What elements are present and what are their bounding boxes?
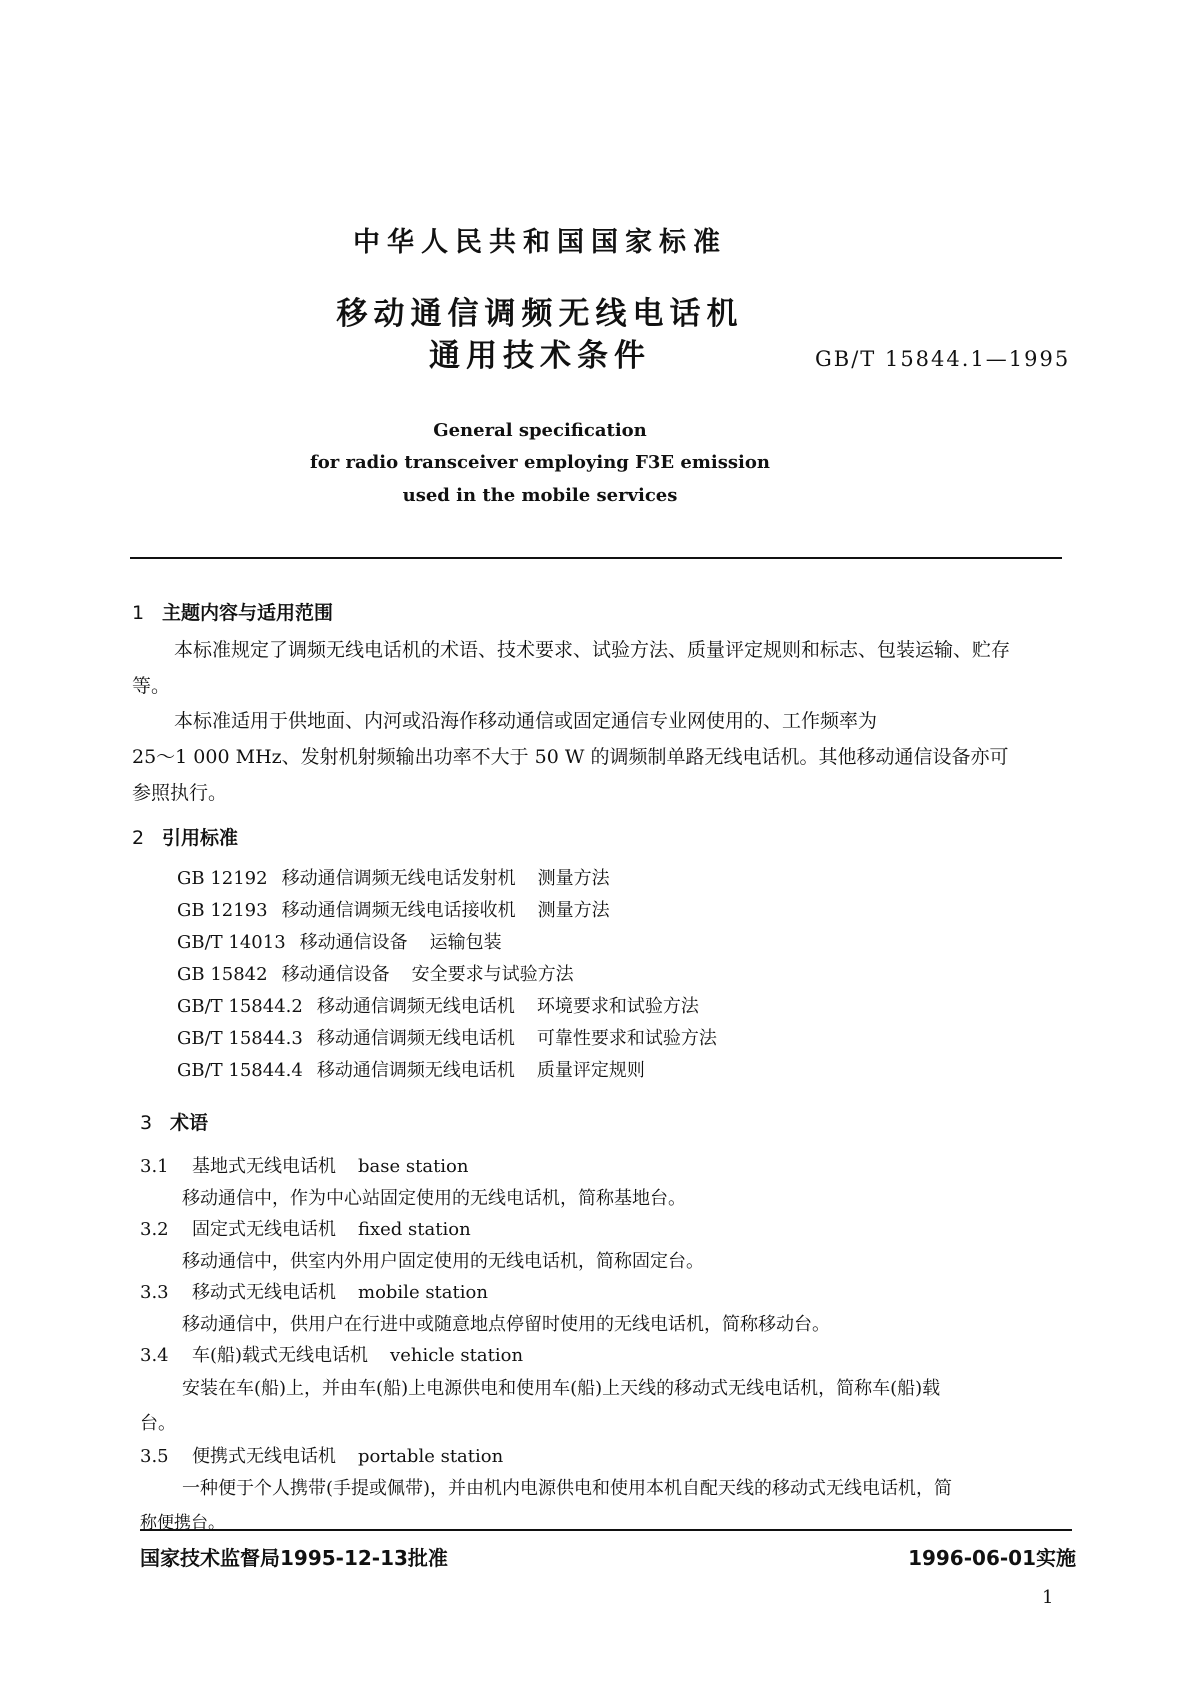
reference-desc: 测量方法 xyxy=(537,900,610,921)
reference-name: 移动通信设备 xyxy=(299,932,408,953)
reference-code: GB 15842 xyxy=(177,964,268,985)
section-2-heading xyxy=(132,823,238,850)
reference-item xyxy=(177,992,717,1024)
paragraph-line: 本标准规定了调频无线电话机的术语、技术要求、试验方法、质量评定规则和标志、包装运输、贮存 xyxy=(174,639,1011,661)
english-title-line3: used in the mobile services xyxy=(402,485,678,506)
english-title-line1: General specification xyxy=(433,420,647,441)
term-definition-continued: 台。 xyxy=(140,1413,176,1434)
reference-item xyxy=(177,928,717,960)
term-definition: 一种便于个人携带(手提或佩带)，并由机内电源供电和使用本机自配天线的移动式无线电话机，简 xyxy=(182,1478,953,1499)
standard-number: GB/T 15844.1—1995 xyxy=(815,347,1071,371)
term-zh: 固定式无线电话机 xyxy=(192,1219,336,1240)
paragraph-line: 本标准适用于供地面、内河或沿海作移动通信或固定通信专业网使用的、工作频率为 xyxy=(174,710,878,732)
section-1-number: 1 xyxy=(132,602,145,624)
reference-name: 移动通信调频无线电话机 xyxy=(316,1028,515,1049)
reference-code: GB/T 14013 xyxy=(177,932,286,953)
section-2-title: 引用标准 xyxy=(162,827,239,849)
term-3-1 xyxy=(140,1152,469,1178)
section-1-paragraph-2 xyxy=(132,703,1008,811)
paragraph-line: 25～1 000 MHz、发射机射频输出功率不大于 50 W 的调频制单路无线电话机。其他移动通信设备亦可 xyxy=(132,746,1009,768)
reference-code: GB/T 15844.4 xyxy=(177,1060,303,1081)
term-3-5 xyxy=(140,1442,503,1468)
effective-date: 1996-06-01实施 xyxy=(908,1546,1076,1570)
reference-item xyxy=(177,1056,717,1088)
term-3-3 xyxy=(140,1278,488,1304)
term-number: 3.4 xyxy=(140,1345,169,1366)
reference-desc: 质量评定规则 xyxy=(536,1060,645,1081)
term-definition: 移动通信中，供室内外用户固定使用的无线电话机，简称固定台。 xyxy=(182,1251,704,1272)
reference-name: 移动通信设备 xyxy=(281,964,390,985)
reference-name: 移动通信调频无线电话机 xyxy=(316,1060,515,1081)
term-definition: 移动通信中，供用户在行进中或随意地点停留时使用的无线电话机，简称移动台。 xyxy=(182,1314,830,1335)
document-title-line2: 通用技术条件 xyxy=(429,338,651,374)
term-definition: 移动通信中，作为中心站固定使用的无线电话机，简称基地台。 xyxy=(182,1188,686,1209)
reference-item xyxy=(177,960,717,992)
reference-code: GB/T 15844.3 xyxy=(177,1028,303,1049)
term-zh: 车(船)载式无线电话机 xyxy=(192,1345,369,1366)
term-en: vehicle station xyxy=(390,1345,524,1366)
reference-name: 移动通信调频无线电话接收机 xyxy=(281,900,516,921)
term-definition: 安装在车(船)上，并由车(船)上电源供电和使用车(船)上天线的移动式无线电话机，简称车(船)载 xyxy=(182,1378,941,1399)
section-3-title: 术语 xyxy=(170,1112,209,1134)
section-1-heading xyxy=(132,598,333,625)
reference-desc: 测量方法 xyxy=(537,868,610,889)
term-3-4 xyxy=(140,1341,523,1367)
section-1-title: 主题内容与适用范围 xyxy=(162,602,334,624)
reference-desc: 环境要求和试验方法 xyxy=(536,996,699,1017)
page-number: 1 xyxy=(1042,1587,1054,1608)
term-definition-continued: 称便携台。 xyxy=(140,1513,225,1533)
section-1-paragraph-1 xyxy=(132,632,1010,704)
term-number: 3.2 xyxy=(140,1219,169,1240)
term-en: base station xyxy=(358,1156,469,1177)
section-3-heading xyxy=(140,1108,208,1135)
reference-name: 移动通信调频无线电话机 xyxy=(316,996,515,1017)
term-en: fixed station xyxy=(358,1219,471,1240)
approval-date: 国家技术监督局1995-12-13批准 xyxy=(140,1546,448,1570)
reference-desc: 可靠性要求和试验方法 xyxy=(536,1028,717,1049)
reference-item xyxy=(177,896,717,928)
reference-item xyxy=(177,864,717,896)
paragraph-line: 参照执行。 xyxy=(132,782,228,804)
reference-list xyxy=(177,864,717,1088)
reference-code: GB/T 15844.2 xyxy=(177,996,303,1017)
header-divider xyxy=(130,557,1062,559)
reference-item xyxy=(177,1024,717,1056)
standard-org-heading: 中华人民共和国国家标准 xyxy=(353,227,727,258)
term-zh: 便携式无线电话机 xyxy=(192,1446,336,1467)
term-zh: 移动式无线电话机 xyxy=(192,1282,336,1303)
document-title-line1: 移动通信调频无线电话机 xyxy=(336,296,744,332)
reference-desc: 安全要求与试验方法 xyxy=(411,964,574,985)
term-zh: 基地式无线电话机 xyxy=(192,1156,336,1177)
reference-name: 移动通信调频无线电话发射机 xyxy=(281,868,516,889)
term-en: portable station xyxy=(358,1446,504,1467)
paragraph-line: 等。 xyxy=(132,675,171,697)
term-number: 3.3 xyxy=(140,1282,169,1303)
term-number: 3.1 xyxy=(140,1156,169,1177)
term-number: 3.5 xyxy=(140,1446,169,1467)
term-en: mobile station xyxy=(358,1282,488,1303)
section-3-number: 3 xyxy=(140,1112,153,1134)
reference-desc: 运输包装 xyxy=(429,932,502,953)
term-3-2 xyxy=(140,1215,471,1241)
reference-code: GB 12192 xyxy=(177,868,268,889)
section-2-number: 2 xyxy=(132,827,145,849)
footer-divider xyxy=(140,1529,1072,1531)
reference-code: GB 12193 xyxy=(177,900,268,921)
english-title-line2: for radio transceiver employing F3E emission xyxy=(310,452,770,473)
